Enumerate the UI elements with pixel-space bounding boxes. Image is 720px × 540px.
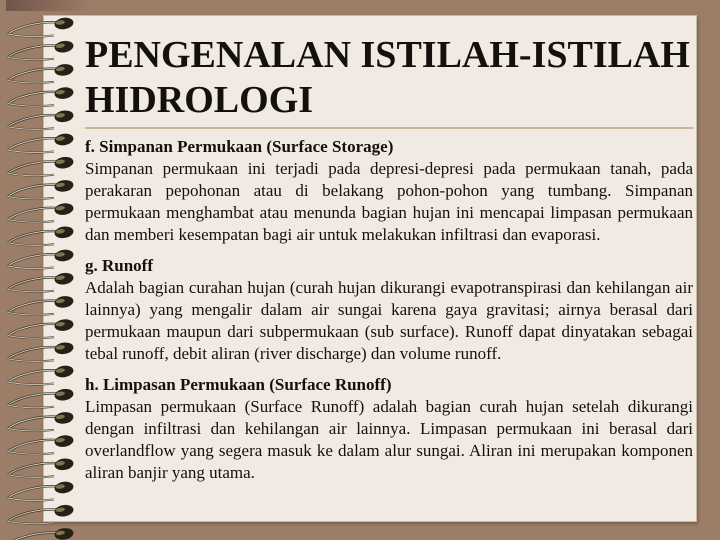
title-divider [85,127,693,129]
paragraph-h [85,374,693,484]
slide-title [85,33,693,123]
spiral-binding-icon [0,0,92,540]
slide-title-line-2: HIDROLOGI [85,79,314,121]
paragraph-h-heading: h. Limpasan Permukaan (Surface Runoff) [85,375,392,394]
slide-title-line-1: PENGENALAN ISTILAH-ISTILAH [85,34,690,76]
slide-content [85,33,693,493]
paragraph-h-body: Limpasan permukaan (Surface Runoff) adalah bagian curah hujan setelah dikurangi dengan infiltrasi dan kehilangan air lainnya. Limpasan permukaan ini berasal dari overlandflow yang segera masuk ke dalam alur sungai. Aliran ini merupakan komponen aliran banjir yang utama. [85,397,693,482]
paragraph-f [85,136,693,246]
paragraph-f-body: Simpanan permukaan ini terjadi pada depresi-depresi pada permukaan tanah, pada perakaran pepohonan atau di belakang pohon-pohon yang tumbang. Simpanan permukaan menghambat atau menunda bagian hujan ini mencapai limpasan permukaan dan memberi kesempatan bagi air untuk melakukan infiltrasi dan evaporasi. [85,159,693,244]
paragraph-g [85,255,693,365]
paragraph-g-body: Adalah bagian curahan hujan (curah hujan dikurangi evapotranspirasi dan kehilangan air lainnya) yang mengalir dalam air sungai karena gaya gravitasi; airnya berasal dari permukaan maupun dari subpermukaan (sub surface). Runoff dapat dinyatakan sebagai tebal runoff, debit aliran (river discharge) dan volume runoff. [85,278,693,363]
paragraph-g-heading: g. Runoff [85,256,154,275]
paragraph-f-heading: f. Simpanan Permukaan (Surface Storage) [85,137,394,156]
